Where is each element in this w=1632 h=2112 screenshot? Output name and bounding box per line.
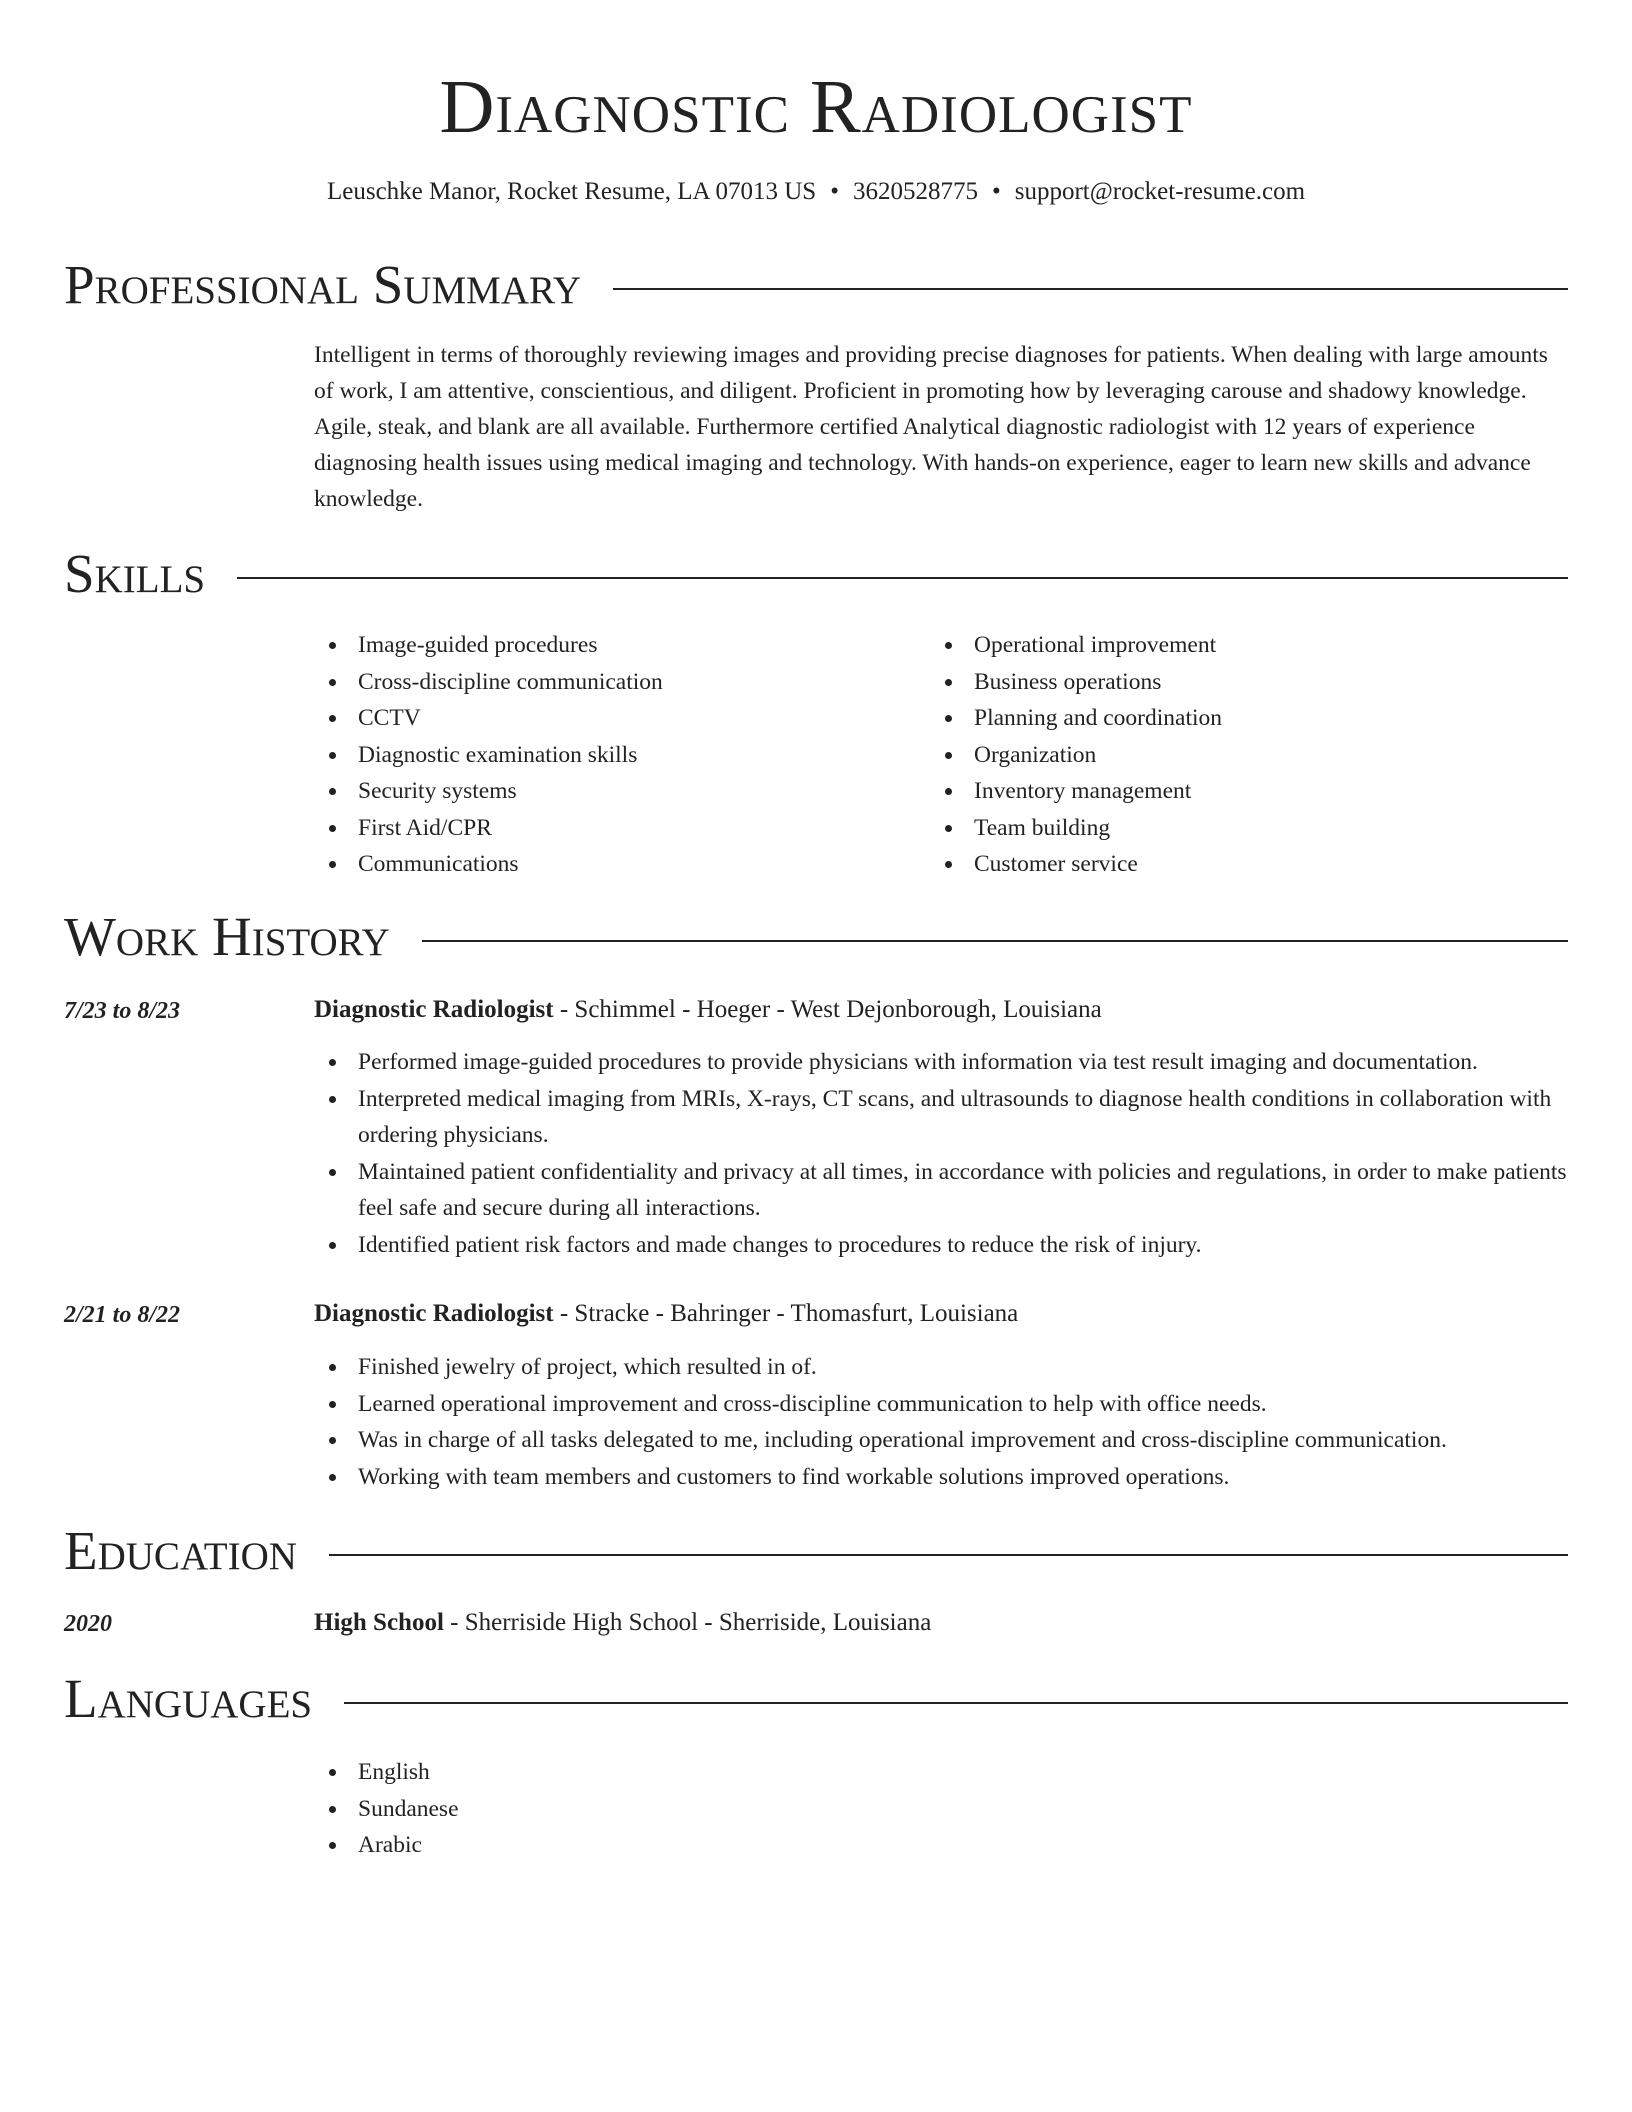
- job-bullets: [314, 1044, 1570, 1263]
- job-bullet: Performed image-guided procedures to provide physicians with information via test result imaging and documentation.: [314, 1044, 1570, 1081]
- skill-item: Cross-discipline communication: [314, 664, 914, 701]
- contact-separator: •: [991, 178, 1001, 205]
- languages-title: Languages: [64, 1668, 313, 1729]
- skills-list-left: [314, 627, 914, 883]
- education-details: - Sherriside High School - Sherriside, Louisiana: [443, 1609, 932, 1636]
- job-bullet: Finished jewelry of project, which resulted in of.: [314, 1349, 1570, 1386]
- skill-item: Communications: [314, 846, 914, 883]
- job-title-line: [314, 993, 1570, 1027]
- skills-list-right: [930, 627, 1530, 883]
- job-bullet: Learned operational improvement and cross-discipline communication to help with office needs.: [314, 1386, 1570, 1423]
- work-title: Work History: [64, 906, 390, 967]
- summary-section-header: [64, 253, 1568, 317]
- skills-title: Skills: [64, 543, 206, 604]
- job-details: - Schimmel - Hoeger - West Dejonborough, Louisiana: [553, 996, 1102, 1023]
- job-bullet: Identified patient risk factors and made changes to procedures to reduce the risk of injury.: [314, 1227, 1570, 1264]
- job-details: - Stracke - Bahringer - Thomasfurt, Louisiana: [553, 1300, 1019, 1327]
- contact-phone: 3620528775: [852, 178, 978, 205]
- summary-text: Intelligent in terms of thoroughly reviewing images and providing precise diagnoses for patients. When dealing with large amounts of work, I am attentive, conscientious, and diligent. Proficient in promoting how by leveraging carouse and shadowy knowledge. Agile, steak, and blank are all available. Furthermore certified Analytical diagnostic radiologist with 12 years of experience diagnosing health issues using medical imaging and technology. With hands-on experience, eager to learn new skills and advance knowledge.: [314, 342, 1548, 512]
- section-divider: [422, 940, 1568, 942]
- job-dates: 7/23 to 8/23: [64, 998, 181, 1024]
- education-title: Education: [64, 1520, 297, 1581]
- skill-item: Business operations: [930, 664, 1530, 701]
- skill-item: Inventory management: [930, 773, 1530, 810]
- skill-item: Planning and coordination: [930, 700, 1530, 737]
- job-bullet: Maintained patient confidentiality and privacy at all times, in accordance with policies and regulations, in order to make patients feel safe and secure during all interactions.: [314, 1154, 1570, 1227]
- job-bullet: Was in charge of all tasks delegated to me, including operational improvement and cross-discipline communication.: [314, 1422, 1570, 1459]
- section-divider: [329, 1554, 1568, 1556]
- skill-item: Image-guided procedures: [314, 627, 914, 664]
- contact-line: [0, 176, 1632, 208]
- contact-email: support@rocket-resume.com: [1014, 178, 1306, 205]
- skill-item: Operational improvement: [930, 627, 1530, 664]
- contact-separator: •: [830, 178, 839, 205]
- education-year: 2020: [64, 1611, 112, 1637]
- education-line: [314, 1606, 1570, 1640]
- skill-item: Organization: [930, 737, 1530, 774]
- work-section-header: [64, 905, 1568, 969]
- section-divider: [237, 577, 1568, 579]
- section-divider: [613, 288, 1568, 290]
- skill-item: CCTV: [314, 700, 914, 737]
- job-dates: 2/21 to 8/22: [64, 1302, 181, 1328]
- language-item: English: [314, 1754, 914, 1791]
- job-role: Diagnostic Radiologist: [314, 1300, 554, 1327]
- language-item: Arabic: [314, 1827, 914, 1864]
- job-bullet: Interpreted medical imaging from MRIs, X-rays, CT scans, and ultrasounds to diagnose health conditions in collaboration with ordering physicians.: [314, 1081, 1570, 1154]
- education-section-header: [64, 1519, 1568, 1583]
- languages-list: [314, 1754, 914, 1864]
- skill-item: Customer service: [930, 846, 1530, 883]
- contact-address: Leuschke Manor, Rocket Resume, LA 07013 US: [326, 178, 817, 205]
- summary-title: Professional Summary: [64, 254, 582, 315]
- languages-section-header: [64, 1667, 1568, 1731]
- education-degree: High School: [314, 1609, 444, 1636]
- skill-item: Team building: [930, 810, 1530, 847]
- skills-section-header: [64, 542, 1568, 606]
- job-role: Diagnostic Radiologist: [314, 996, 554, 1023]
- resume-name: Diagnostic Radiologist: [439, 65, 1193, 149]
- skill-item: Diagnostic examination skills: [314, 737, 914, 774]
- job-title-line: [314, 1297, 1570, 1331]
- language-item: Sundanese: [314, 1791, 914, 1828]
- skill-item: Security systems: [314, 773, 914, 810]
- skill-item: First Aid/CPR: [314, 810, 914, 847]
- job-bullet: Working with team members and customers to find workable solutions improved operations.: [314, 1459, 1570, 1496]
- section-divider: [344, 1702, 1568, 1704]
- job-bullets: [314, 1349, 1570, 1495]
